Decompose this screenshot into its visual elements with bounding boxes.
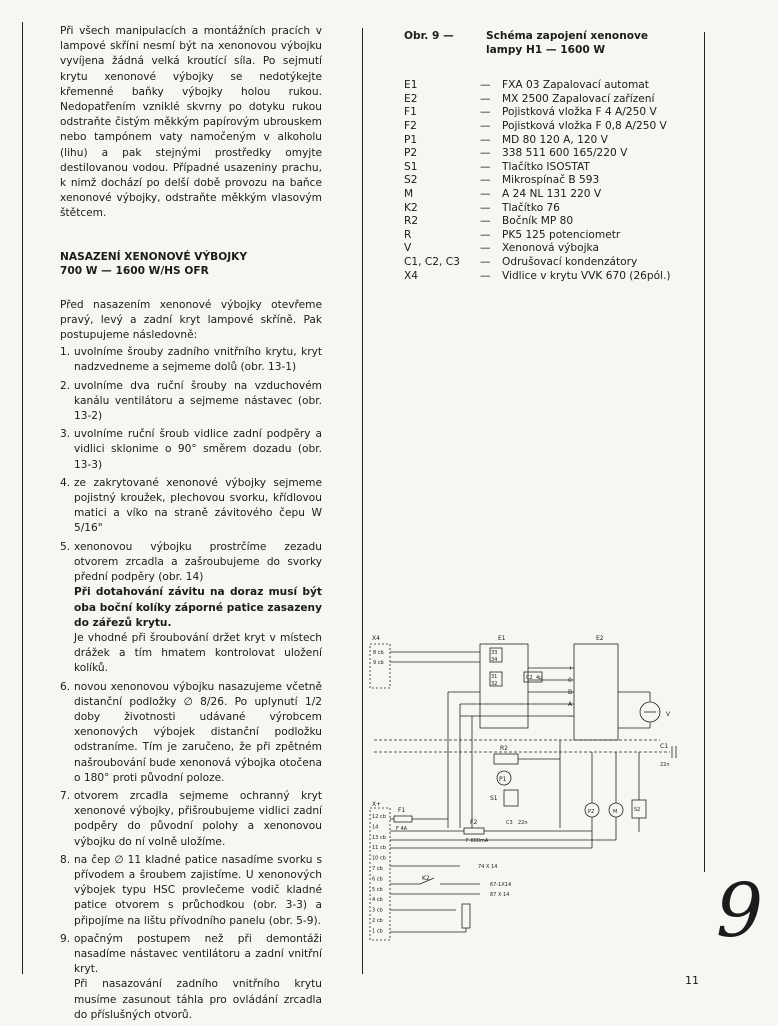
legend-desc: Vidlice v krytu VVK 670 (26pól.) — [502, 269, 671, 282]
x4-pin-label: 4 cb — [372, 897, 383, 904]
legend-row — [404, 242, 694, 256]
step-number: 9. — [60, 932, 71, 945]
legend-row — [404, 202, 694, 216]
s1-label: S1 — [490, 795, 498, 802]
e1-label: E1 — [498, 635, 506, 642]
step-number: 7. — [60, 789, 71, 802]
legend-dash: — — [480, 79, 491, 92]
k2-label: K2 — [422, 875, 430, 882]
step-text: otvorem zrcadla sejmeme ochranný kryt xenonové výbojky, přišroubujeme vidlici zadní podpěry do původní polohy a xenonovou výbojku do ní volně uložíme. — [74, 789, 322, 848]
legend-row — [404, 174, 694, 188]
section-heading-line1: NASAZENÍ XENONOVÉ VÝBOJKY — [60, 250, 248, 263]
e2-label: E2 — [596, 635, 604, 642]
legend-desc: Odrušovací kondenzátory — [502, 255, 638, 268]
legend-code: F2 — [404, 119, 417, 132]
legend-code: F1 — [404, 106, 417, 119]
legend-desc: Mikrospínač B 593 — [502, 174, 600, 187]
chapter-number: 9 — [716, 868, 764, 954]
e1-pin34: 34 — [491, 657, 498, 663]
x4-pin-label: 11 cb — [372, 845, 386, 852]
intro-paragraph: Při všech manipulacích a montážních pracích v lampové skříni nesmí být na xenonovou výbojku vyvíjena žádná velká kroutící síla. Po sejmutí krytu xenonové výbojky se nedotýkejte křemenné baňky výbojky holou rukou. Nedopatřením vzniklé skvrny po dotyku rukou odstraňte čistým měkkým papírovým ubrouskem nebo tampónem vaty namočeným v alkoholu (lihu) a pak stejnými prostředky omyjte destilovanou vodou. Případné usazeniny prachu, k nimž dochází po delší době provozu na baňce xenonové výbojky, odstraňte měkkým vlasovým štětcem. — [60, 25, 322, 220]
x4-pin-label: 7 cb — [372, 866, 383, 872]
terminal-74: 74 X 14 — [478, 864, 498, 870]
legend-desc: PK5 125 potenciometr — [502, 228, 621, 241]
step-number: 4. — [60, 476, 71, 489]
figure-caption-line2: lampy H1 — 1600 W — [486, 43, 606, 56]
r2-label: R2 — [500, 745, 508, 752]
legend-code: P1 — [404, 133, 418, 146]
legend-desc: Tlačítko ISOSTAT — [502, 160, 590, 173]
x4-pin-label: 10 cb — [372, 855, 386, 862]
x4-pin9: 9 cb — [373, 660, 384, 666]
legend-dash: — — [480, 92, 491, 105]
legend-row — [404, 134, 694, 148]
legend-row — [404, 93, 694, 107]
step-text: opačným postupem než při demontáži nasadíme nástavec ventilátoru a zadní vnitřní kryt. — [74, 932, 322, 976]
step-text: uvolníme dva ruční šrouby na vzduchovém kanálu ventilátoru a sejmeme nástavec (obr. 13-2) — [74, 379, 322, 423]
x4-pin-label: 12 cb — [372, 814, 386, 820]
e1-pin31: 31 — [491, 674, 498, 680]
legend-row — [404, 188, 694, 202]
step-item — [60, 680, 322, 786]
step-item — [60, 379, 322, 425]
section-heading — [60, 250, 322, 278]
legend-desc: Tlačítko 76 — [502, 201, 560, 214]
terminal-67: 67-1X14 — [490, 882, 512, 888]
legend-dash: — — [480, 160, 491, 173]
step-item — [60, 345, 322, 375]
e2-plus: + — [568, 665, 574, 672]
legend-code: V — [404, 242, 412, 255]
step-text: uvolníme šrouby zadního vnitřního krytu, kryt nadzvedneme a sejmeme dolů (obr. 13-1) — [74, 346, 322, 374]
section-heading-line2: 700 W — 1600 W/HS OFR — [60, 264, 209, 277]
legend-code: X4 — [404, 269, 418, 282]
legend-dash: — — [480, 228, 491, 241]
f2-fuse — [464, 828, 484, 834]
legend-dash: — — [480, 215, 491, 228]
e2-zero: 0 — [568, 677, 572, 684]
x4-pin-label: 14 — [372, 824, 379, 831]
legend-desc: Xenonová výbojka — [502, 242, 599, 255]
left-column — [60, 24, 322, 1026]
left-margin-rule — [22, 22, 23, 974]
c3-label: C3 — [506, 820, 513, 826]
c2-value: 4µ — [536, 675, 543, 681]
lamp-label: V — [666, 711, 671, 718]
step-number: 2. — [60, 379, 71, 392]
legend-code: M — [404, 187, 414, 200]
c1-label: C1 — [660, 743, 669, 750]
legend-desc: MX 2500 Zapalovací zařízení — [502, 92, 655, 105]
legend-dash: — — [480, 242, 491, 255]
legend-code: R — [404, 228, 412, 241]
x4-pin-label: 13 cb — [372, 834, 386, 841]
right-margin-rule — [704, 32, 705, 872]
legend-dash: — — [480, 255, 491, 268]
f2-value: F 800mA — [466, 838, 489, 844]
legend-row — [404, 161, 694, 175]
legend-desc: Bočník MP 80 — [502, 215, 574, 228]
legend-desc: A 24 NL 131 220 V — [502, 187, 602, 200]
r2-shunt — [494, 754, 518, 764]
m-label: M — [613, 809, 618, 815]
r-potentiometer — [462, 904, 470, 928]
c3-value: 22n — [518, 820, 528, 826]
p1-label: P1 — [499, 776, 507, 783]
legend-desc: Pojistková vložka F 0,8 A/250 V — [502, 119, 667, 132]
legend-row — [404, 106, 694, 120]
step-item — [60, 932, 322, 1023]
legend-code: S2 — [404, 174, 418, 187]
legend-desc: Pojistková vložka F 4 A/250 V — [502, 106, 657, 119]
legend-code: P2 — [404, 147, 418, 160]
legend-desc: MD 80 120 A, 120 V — [502, 133, 608, 146]
step-number: 1. — [60, 346, 71, 359]
legend-desc: 338 511 600 165/220 V — [502, 147, 628, 160]
legend-code: S1 — [404, 160, 418, 173]
e2-minus: − — [568, 713, 574, 720]
legend-row — [404, 120, 694, 134]
legend-dash: — — [480, 174, 491, 187]
legend-code: E1 — [404, 79, 418, 92]
step-item — [60, 427, 322, 473]
e2-a: A — [568, 701, 573, 708]
step-number: 8. — [60, 853, 71, 866]
wiring-schematic — [360, 628, 700, 950]
s2-label: S2 — [634, 807, 641, 813]
legend-row — [404, 79, 694, 93]
legend-code: C1, C2, C3 — [404, 255, 460, 268]
x4-top-label: X4 — [372, 635, 380, 642]
legend-row — [404, 147, 694, 161]
step-warning: Při dotahování závitu na doraz musí být oba boční kolíky záporné patice zasazeny do zářezů krytu. — [74, 586, 322, 629]
step-item — [60, 853, 322, 929]
e1-pin32: 32 — [491, 681, 498, 687]
f2-label: F2 — [470, 819, 478, 826]
step-item — [60, 789, 322, 850]
legend-dash: — — [480, 187, 491, 200]
legend-row — [404, 215, 694, 229]
figure-title — [404, 30, 694, 57]
step-note: Při nasazování zadního vnitřního krytu musíme zasunout táhla pro ovládání zrcadla do příslušných otvorů. — [74, 978, 322, 1021]
legend-row — [404, 256, 694, 270]
legend-dash: — — [480, 119, 491, 132]
p2-label: P2 — [588, 809, 595, 815]
step-text: na čep ∅ 11 kladné patice nasadíme svorku s přívodem a šroubem zajistíme. U xenonových výbojek typu HSC provlečeme vodič kladné patice otvorem s průchodkou (obr. 3-3) a připojíme na lištu přívodního panelu (obr. 5-9). — [74, 853, 322, 927]
legend-code: E2 — [404, 92, 418, 105]
e1-box — [480, 644, 528, 728]
x4-pin-label: 6 cb — [372, 876, 383, 883]
x4-pin8: 8 cb — [373, 650, 384, 656]
figure-caption-line1: Schéma zapojení xenonove — [486, 30, 649, 42]
step-item — [60, 476, 322, 537]
c1-value: 22n — [660, 762, 670, 768]
figure-label: Obr. 9 — — [404, 30, 454, 42]
component-legend — [404, 79, 694, 283]
legend-dash: — — [480, 269, 491, 282]
f1-value: F 4A — [396, 826, 408, 832]
step-text: xenonovou výbojku prostrčíme zezadu otvorem zrcadla a zašroubujeme do svorky přední podpěry (obr. 14) — [74, 540, 322, 584]
procedure-intro: Před nasazením xenonové výbojky otevřeme pravý, levý a zadní kryt lampové skříně. Pak postupujeme následovně: — [60, 298, 322, 342]
right-column — [404, 30, 694, 283]
f1-fuse — [394, 816, 412, 822]
x4-bottom-label: X+ — [372, 801, 382, 808]
x4-pin-list — [372, 814, 386, 934]
legend-dash: — — [480, 106, 491, 119]
e2-box — [574, 644, 618, 740]
step-number: 3. — [60, 428, 71, 441]
x4-pin-label: 3 cb — [372, 907, 383, 914]
x4-pin-label: 1 cb — [372, 928, 383, 935]
legend-row — [404, 229, 694, 243]
e1-pin33: 33 — [491, 650, 498, 656]
step-number: 5. — [60, 540, 71, 553]
step-note: Je vhodné při šroubování držet kryt v místech drážek a tím hmatem kontrolovat uložení kolíků. — [74, 631, 322, 675]
step-item — [60, 540, 322, 677]
x4-pin-label: 5 cb — [372, 886, 383, 893]
legend-row — [404, 270, 694, 284]
step-text: uvolníme ruční šroub vidlice zadní podpěry a vidlici sklonime o 90° směrem dozadu (obr. 13-3) — [74, 428, 322, 471]
step-text: novou xenonovou výbojku nasazujeme včetně distanční podložky ∅ 8/26. Po uplynutí 1/2 doby životnosti udávané výrobcem xenonových výbojek distanční podložku odstraníme. Tím je zaručeno, že při zpětném našroubování bude xenonová výbojka otočena o 180° proti původní poloze. — [74, 680, 322, 784]
legend-dash: — — [480, 133, 491, 146]
x4-pin-label: 2 cb — [372, 918, 383, 924]
c2-label: C2 — [526, 675, 533, 681]
legend-desc: FXA 03 Zapalovací automat — [502, 79, 649, 92]
step-text: ze zakrytované xenonové výbojky sejmeme pojistný kroužek, plechovou svorku, křídlovou matici a víko na straně závitového čepu W 5/16" — [74, 476, 322, 535]
e2-b: B — [568, 689, 573, 696]
terminal-87: 87 X 14 — [490, 892, 510, 898]
page-number: 11 — [685, 974, 699, 987]
step-number: 6. — [60, 680, 71, 693]
s1-button — [504, 790, 518, 806]
procedure-steps — [60, 345, 322, 1023]
figure-caption — [486, 30, 648, 57]
legend-dash: — — [480, 201, 491, 214]
legend-dash: — — [480, 147, 491, 160]
legend-code: R2 — [404, 215, 419, 228]
f1-label: F1 — [398, 807, 406, 814]
legend-code: K2 — [404, 201, 418, 214]
